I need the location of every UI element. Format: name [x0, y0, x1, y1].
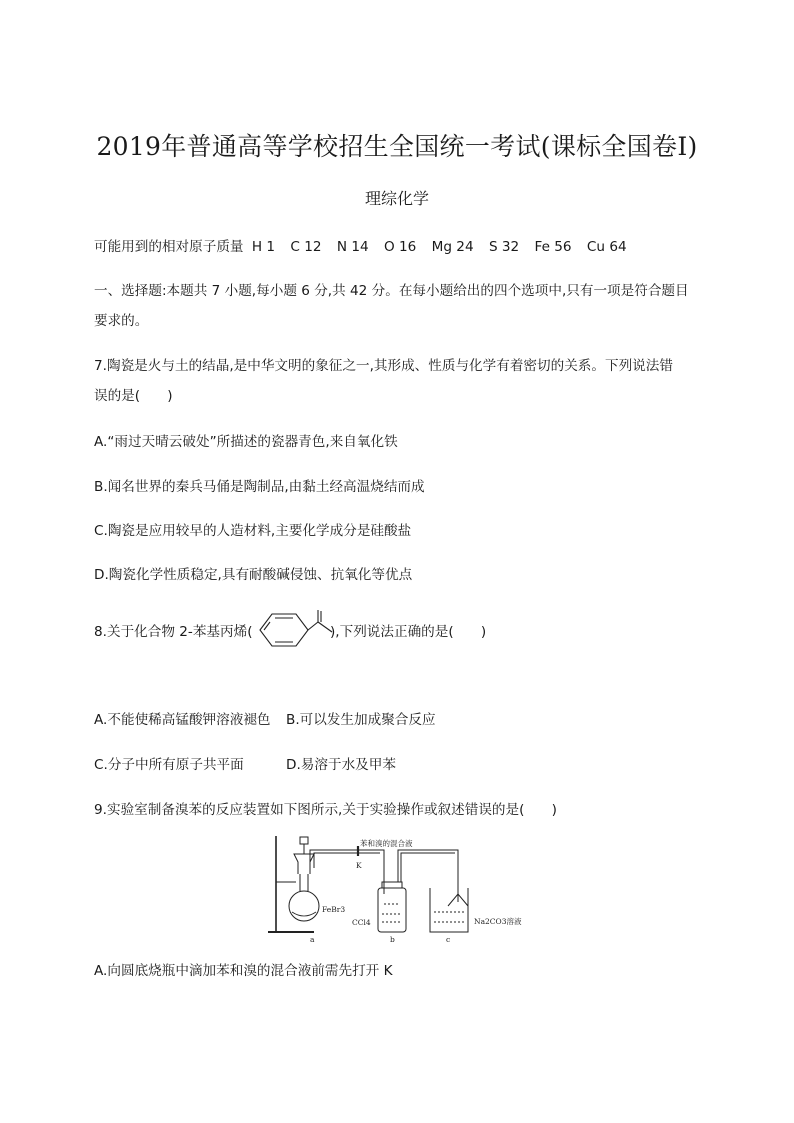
section-instruction-line1: 一、选择题:本题共 7 小题,每小题 6 分,共 42 分。在每小题给出的四个选项中,只有一项是符合题目 [94, 283, 689, 299]
q9-apparatus-figure [262, 832, 532, 946]
mass-mg: Mg 24 [431, 239, 474, 255]
mass-fe: Fe 56 [534, 239, 572, 255]
mass-c: C 12 [290, 239, 322, 255]
q7-stem-line2: 误的是( ) [94, 388, 173, 404]
q7-option-a: A.“雨过天晴云破处”所描述的瓷器青色,来自氧化铁 [94, 434, 398, 450]
label-febr3: FeBr3 [322, 905, 346, 914]
bottle-b [378, 888, 406, 932]
label-ccl4: CCl4 [352, 918, 371, 927]
q8-option-d: D.易溶于水及甲苯 [286, 757, 396, 773]
beaker-c [430, 888, 468, 932]
delivery-tube [310, 850, 384, 894]
q9-option-a: A.向圆底烧瓶中滴加苯和溴的混合液前需先打开 K [94, 963, 393, 979]
q7-option-d: D.陶瓷化学性质稳定,具有耐酸碱侵蚀、抗氧化等优点 [94, 567, 413, 583]
phenylpropene-structure [256, 606, 336, 654]
q7-option-b: B.闻名世界的秦兵马俑是陶制品,由黏土经高温烧结而成 [94, 479, 425, 495]
benzene-ring [260, 614, 308, 646]
mass-n: N 14 [336, 239, 369, 255]
label-k: K [356, 861, 362, 870]
outlet-tube [398, 850, 458, 902]
q8-option-b: B.可以发生加成聚合反应 [286, 712, 436, 728]
round-bottom-flask [289, 891, 319, 921]
q8-stem-start: 8.关于化合物 2-苯基丙烯( [94, 624, 253, 640]
label-a: a [310, 935, 315, 944]
q7-option-c: C.陶瓷是应用较早的人造材料,主要化学成分是硅酸盐 [94, 523, 412, 539]
page-subtitle: 理综化学 [364, 189, 429, 208]
page-title: 2019年普通高等学校招生全国统一考试(课标全国卷Ⅰ) [96, 132, 698, 161]
mass-o: O 16 [383, 239, 417, 255]
mass-cu: Cu 64 [586, 239, 627, 255]
label-b: b [390, 935, 395, 944]
atomic-mass-line [94, 236, 638, 258]
q8-option-c: C.分子中所有原子共平面 [94, 757, 244, 773]
section-instruction-line2: 要求的。 [94, 313, 149, 329]
label-c: c [446, 935, 451, 944]
q7-stem-line1: 7.陶瓷是火与土的结晶,是中华文明的象征之一,其形成、性质与化学有着密切的关系。下列说法错 [94, 358, 673, 374]
atomic-mass-label: 可能用到的相对原子质量 [94, 239, 244, 255]
q8-option-a: A.不能使稀高锰酸钾溶液褪色 [94, 712, 271, 728]
q8-stem-end: ),下列说法正确的是( ) [330, 624, 487, 640]
q9-stem: 9.实验室制备溴苯的反应装置如下图所示,关于实验操作或叙述错误的是( ) [94, 802, 557, 818]
label-mix: 苯和溴的混合液 [360, 839, 413, 848]
label-na2co3: Na2CO3溶液 [474, 917, 522, 926]
mass-s: S 32 [488, 239, 520, 255]
mass-h: H 1 [251, 239, 276, 255]
dropping-funnel [294, 854, 314, 874]
